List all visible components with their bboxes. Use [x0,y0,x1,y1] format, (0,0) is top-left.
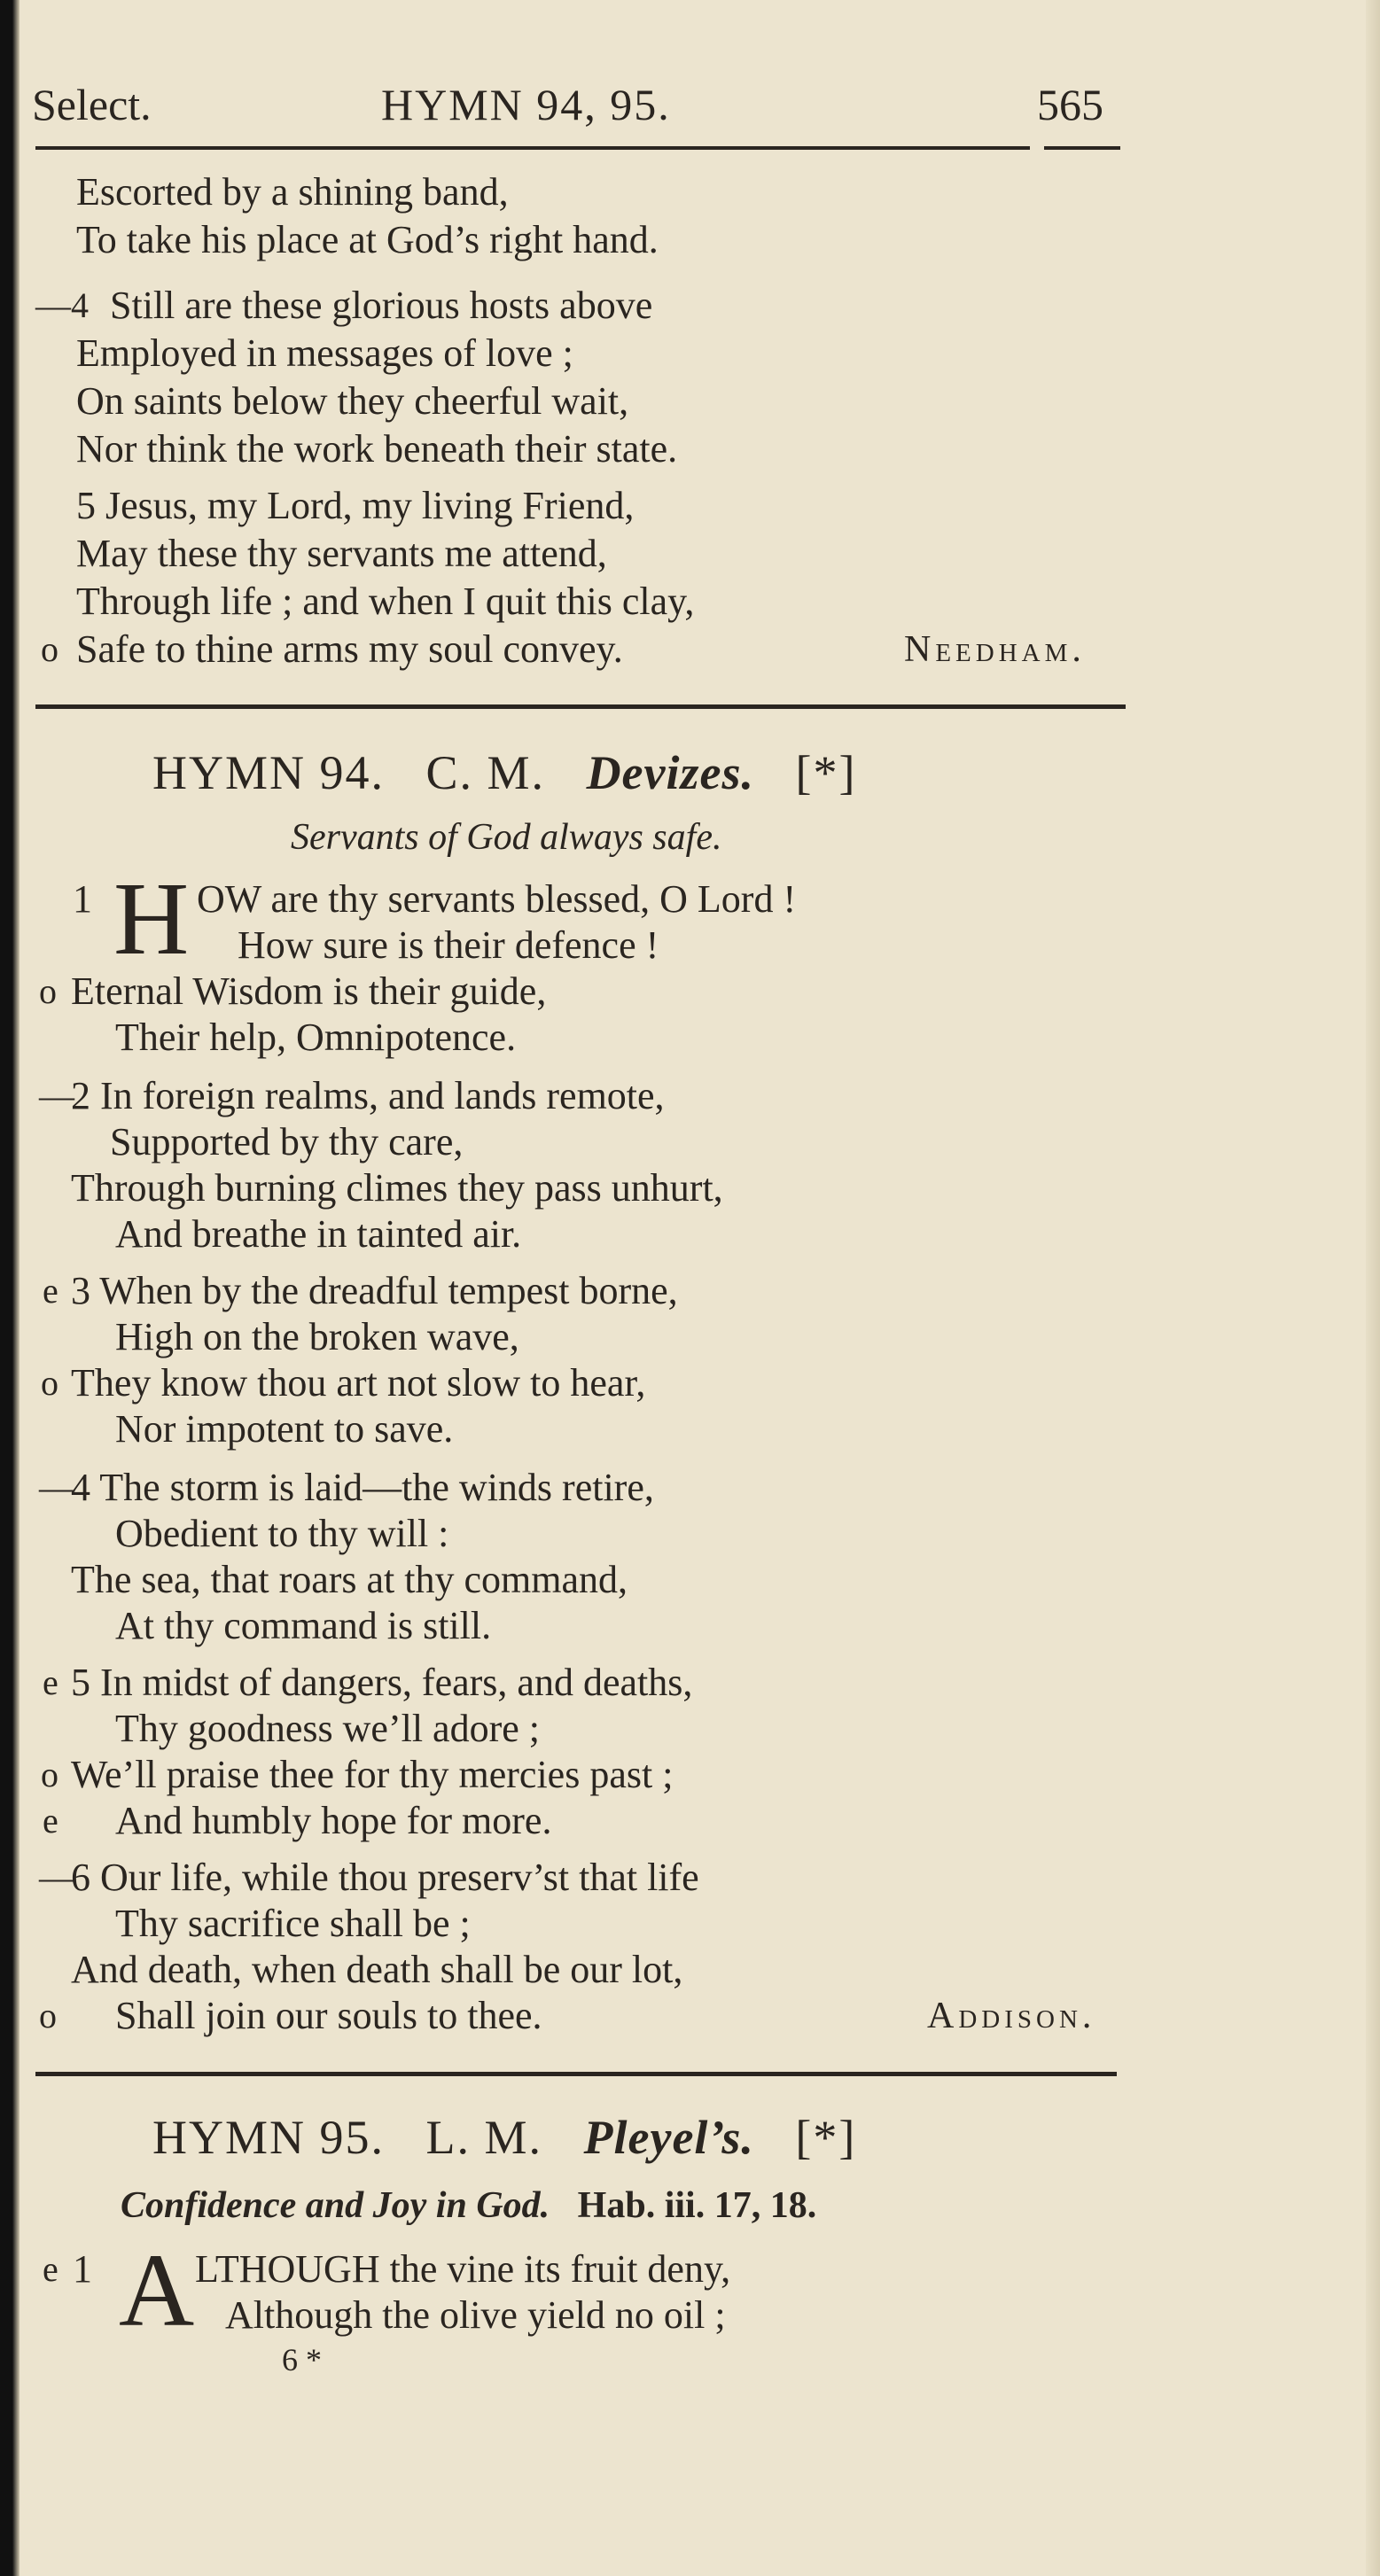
dynamics-mark: — [39,1857,74,1897]
header-rule [35,146,1030,150]
hymn-subtitle: Servants of God always safe. [291,817,722,858]
running-header-hymns: HYMN 94, 95. [381,80,671,129]
verse-line: OW are thy servants blessed, O Lord ! [197,877,797,921]
verse-line: Eternal Wisdom is their guide, [71,969,547,1013]
verse-line: Thy sacrifice shall be ; [115,1902,471,1945]
verse-line: May these thy servants me attend, [76,532,607,575]
verse-line: 5 In midst of dangers, fears, and deaths, [71,1661,693,1704]
verse-line: 2 In foreign realms, and lands remote, [71,1074,665,1117]
dynamics-mark: o [41,1363,58,1403]
verse-line: And breathe in tainted air. [115,1212,522,1256]
verse-line: 6 Our life, while thou preserv’st that life [71,1856,699,1899]
hymn-meter: L. M. [425,2111,543,2164]
verse-line: And humbly hope for more. [115,1799,552,1842]
subtitle-text: Confidence and Joy in God. [121,2185,550,2226]
hymn-flag: [*] [795,746,857,799]
hymn-subtitle [121,2182,816,2230]
tune-name: Devizes. [586,746,754,799]
scripture-reference: Hab. iii. 17, 18. [577,2185,817,2226]
dynamics-mark: e [43,2249,58,2289]
author-name: Needham. [904,629,1086,670]
dynamics-mark: o [39,971,57,1011]
verse-line: 3 When by the dreadful tempest borne, [71,1269,678,1312]
hymn-title [152,2109,856,2166]
hymn-number: HYMN 94. [152,746,386,799]
verse-line: Supported by thy care, [110,1120,464,1163]
verse-line: Obedient to thy will : [115,1512,449,1555]
drop-capital: H [113,860,190,977]
verse-line: High on the broken wave, [115,1315,519,1358]
hymn-meter: C. M. [425,746,546,799]
drop-capital: A [119,2232,195,2348]
dynamics-mark: o [41,1755,58,1794]
verse-line: Nor impotent to save. [115,1407,454,1451]
verse-number-1: 1 [73,2247,92,2291]
verse-line: And death, when death shall be our lot, [71,1948,683,1991]
page-number: 565 [1037,80,1103,129]
verse-line: We’ll praise thee for thy mercies past ; [71,1753,674,1796]
verse-line: 5 Jesus, my Lord, my living Friend, [76,484,635,527]
section-rule [35,2072,1117,2076]
verse-line: At thy command is still. [115,1604,492,1647]
header-rule-right [1044,146,1120,150]
dynamics-mark: e [43,1801,58,1841]
verse-line: How sure is their defence ! [238,923,659,967]
signature-mark: 6 * [282,2342,322,2378]
verse-line: Shall join our souls to thee. [115,1994,542,2037]
author-name: Addison. [927,1996,1096,2036]
section-rule [35,704,1126,709]
running-header-section: Select. [32,80,152,129]
verse-line: Employed in messages of love ; [76,331,573,375]
verse-line: Although the olive yield no oil ; [225,2293,726,2337]
verse-number-4: —4 [35,285,89,325]
hymn-flag: [*] [795,2111,857,2164]
verse-line: Escorted by a shining band, [76,170,509,214]
verse-line: Thy goodness we’ll adore ; [115,1707,540,1750]
verse-line: Still are these glorious hosts above [110,284,653,327]
verse-line: Their help, Omnipotence. [115,1016,517,1059]
verse-line: They know thou art not slow to hear, [71,1361,646,1405]
dynamics-mark: o [39,1996,57,2035]
dynamics-mark: e [43,1271,58,1311]
hymn-number: HYMN 95. [152,2111,386,2164]
verse-line: On saints below they cheerful wait, [76,379,629,423]
dynamics-mark: o [41,629,58,669]
dynamics-mark: e [43,1662,58,1702]
verse-line: 4 The storm is laid—the winds retire, [71,1466,654,1509]
verse-line: To take his place at God’s right hand. [76,218,659,261]
dynamics-mark: — [39,1467,74,1507]
verse-line: Safe to thine arms my soul convey. [76,627,623,671]
verse-line: Nor think the work beneath their state. [76,427,678,471]
dynamics-mark: — [39,1076,74,1116]
verse-number-1: 1 [73,877,92,921]
verse-line: LTHOUGH the vine its fruit deny, [195,2247,731,2291]
tune-name: Pleyel’s. [583,2111,754,2164]
verse-line: The sea, that roars at thy command, [71,1558,628,1601]
verse-line: Through burning climes they pass unhurt, [71,1166,723,1210]
hymn-title [152,744,856,801]
verse-line: Through life ; and when I quit this clay, [76,580,695,623]
